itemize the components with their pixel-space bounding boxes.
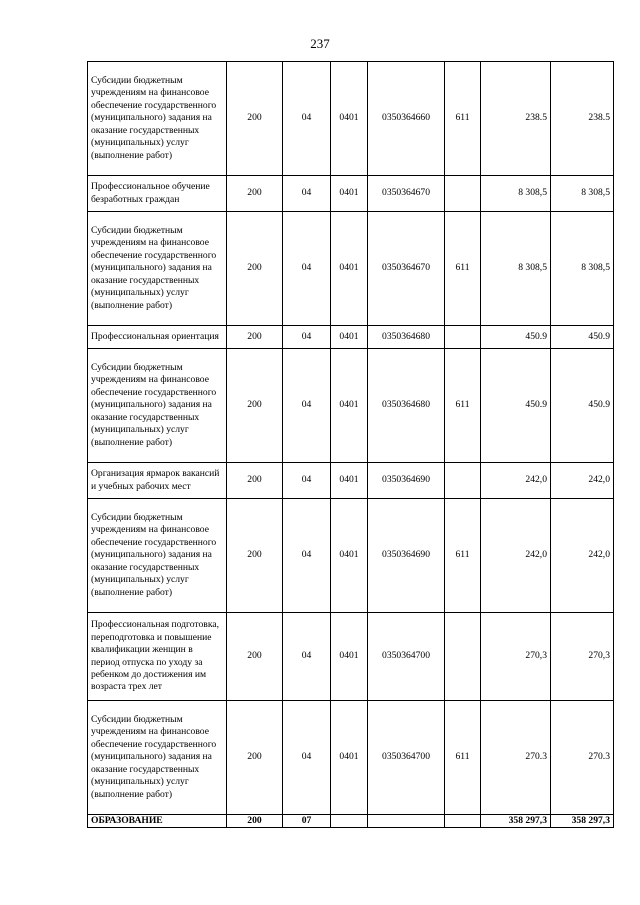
expense-type-code — [445, 613, 481, 701]
expense-type-code: 611 — [445, 499, 481, 613]
target-code: 0350364700 — [368, 613, 445, 701]
expense-type-code: 611 — [445, 62, 481, 176]
target-code: 0350364670 — [368, 212, 445, 326]
amount-1: 450.9 — [481, 349, 551, 463]
table-row — [88, 701, 614, 815]
target-code: 0350364690 — [368, 499, 445, 613]
amount-2: 450.9 — [551, 326, 614, 349]
section-code: 04 — [283, 349, 331, 463]
amount-1: 238.5 — [481, 62, 551, 176]
row-name: Профессиональная подготовка, переподготовка и повышение квалификации женщин в период отпуска по уходу за ребенком до достижения им возраста трех лет — [88, 613, 227, 701]
table-row — [88, 499, 614, 613]
target-code: 0350364690 — [368, 463, 445, 499]
admin-code: 200 — [227, 815, 283, 828]
admin-code: 200 — [227, 212, 283, 326]
target-code: 0350364680 — [368, 326, 445, 349]
target-code: 0350364700 — [368, 701, 445, 815]
amount-1: 8 308,5 — [481, 212, 551, 326]
amount-1: 8 308,5 — [481, 176, 551, 212]
subsection-code: 0401 — [331, 701, 368, 815]
section-code: 04 — [283, 326, 331, 349]
section-code: 04 — [283, 499, 331, 613]
subsection-code: 0401 — [331, 176, 368, 212]
page-number: 237 — [310, 36, 330, 51]
target-code: 0350364680 — [368, 349, 445, 463]
admin-code: 200 — [227, 499, 283, 613]
section-code: 04 — [283, 62, 331, 176]
admin-code: 200 — [227, 701, 283, 815]
expense-type-code: 611 — [445, 349, 481, 463]
amount-2: 242,0 — [551, 463, 614, 499]
amount-2: 8 308,5 — [551, 212, 614, 326]
amount-2: 8 308,5 — [551, 176, 614, 212]
table-row — [88, 349, 614, 463]
amount-1: 242,0 — [481, 463, 551, 499]
section-code: 04 — [283, 701, 331, 815]
subsection-code — [331, 815, 368, 828]
expense-type-code — [445, 326, 481, 349]
table-row — [88, 62, 614, 176]
section-code: 04 — [283, 212, 331, 326]
amount-2: 450.9 — [551, 349, 614, 463]
budget-table — [87, 61, 614, 828]
admin-code: 200 — [227, 326, 283, 349]
admin-code: 200 — [227, 463, 283, 499]
amount-1: 242,0 — [481, 499, 551, 613]
table-row — [88, 176, 614, 212]
row-name: Субсидии бюджетным учреждениям на финансовое обеспечение государственного (муниципального) задания на оказание государственных (муниципальных) услуг (выполнение работ) — [88, 499, 227, 613]
subsection-code: 0401 — [331, 499, 368, 613]
admin-code: 200 — [227, 176, 283, 212]
section-code: 04 — [283, 176, 331, 212]
subsection-code: 0401 — [331, 613, 368, 701]
total-amount-2: 358 297,3 — [551, 815, 614, 828]
expense-type-code — [445, 815, 481, 828]
row-name: Организация ярмарок вакансий и учебных рабочих мест — [88, 463, 227, 499]
row-name: Субсидии бюджетным учреждениям на финансовое обеспечение государственного (муниципального) задания на оказание государственных (муниципальных) услуг (выполнение работ) — [88, 212, 227, 326]
table-row — [88, 613, 614, 701]
section-code: 04 — [283, 613, 331, 701]
expense-type-code: 611 — [445, 701, 481, 815]
target-code — [368, 815, 445, 828]
amount-2: 270,3 — [551, 613, 614, 701]
row-name: Субсидии бюджетным учреждениям на финансовое обеспечение государственного (муниципального) задания на оказание государственных (муниципальных) услуг (выполнение работ) — [88, 62, 227, 176]
table-row — [88, 212, 614, 326]
amount-2: 270.3 — [551, 701, 614, 815]
admin-code: 200 — [227, 62, 283, 176]
amount-2: 242,0 — [551, 499, 614, 613]
expense-type-code: 611 — [445, 212, 481, 326]
table-row — [88, 463, 614, 499]
total-row — [88, 815, 614, 828]
subsection-code: 0401 — [331, 349, 368, 463]
amount-1: 270.3 — [481, 701, 551, 815]
subsection-code: 0401 — [331, 326, 368, 349]
target-code: 0350364670 — [368, 176, 445, 212]
expense-type-code — [445, 463, 481, 499]
row-name: Субсидии бюджетным учреждениям на финансовое обеспечение государственного (муниципального) задания на оказание государственных (муниципальных) услуг (выполнение работ) — [88, 701, 227, 815]
admin-code: 200 — [227, 613, 283, 701]
total-name: ОБРАЗОВАНИЕ — [88, 815, 227, 828]
expense-type-code — [445, 176, 481, 212]
subsection-code: 0401 — [331, 463, 368, 499]
target-code: 0350364660 — [368, 62, 445, 176]
total-amount-1: 358 297,3 — [481, 815, 551, 828]
table-row — [88, 326, 614, 349]
amount-1: 270,3 — [481, 613, 551, 701]
section-code: 07 — [283, 815, 331, 828]
row-name: Субсидии бюджетным учреждениям на финансовое обеспечение государственного (муниципального) задания на оказание государственных (муниципальных) услуг (выполнение работ) — [88, 349, 227, 463]
subsection-code: 0401 — [331, 212, 368, 326]
subsection-code: 0401 — [331, 62, 368, 176]
admin-code: 200 — [227, 349, 283, 463]
row-name: Профессиональное обучение безработных граждан — [88, 176, 227, 212]
row-name: Профессиональная ориентация — [88, 326, 227, 349]
amount-1: 450.9 — [481, 326, 551, 349]
section-code: 04 — [283, 463, 331, 499]
amount-2: 238.5 — [551, 62, 614, 176]
